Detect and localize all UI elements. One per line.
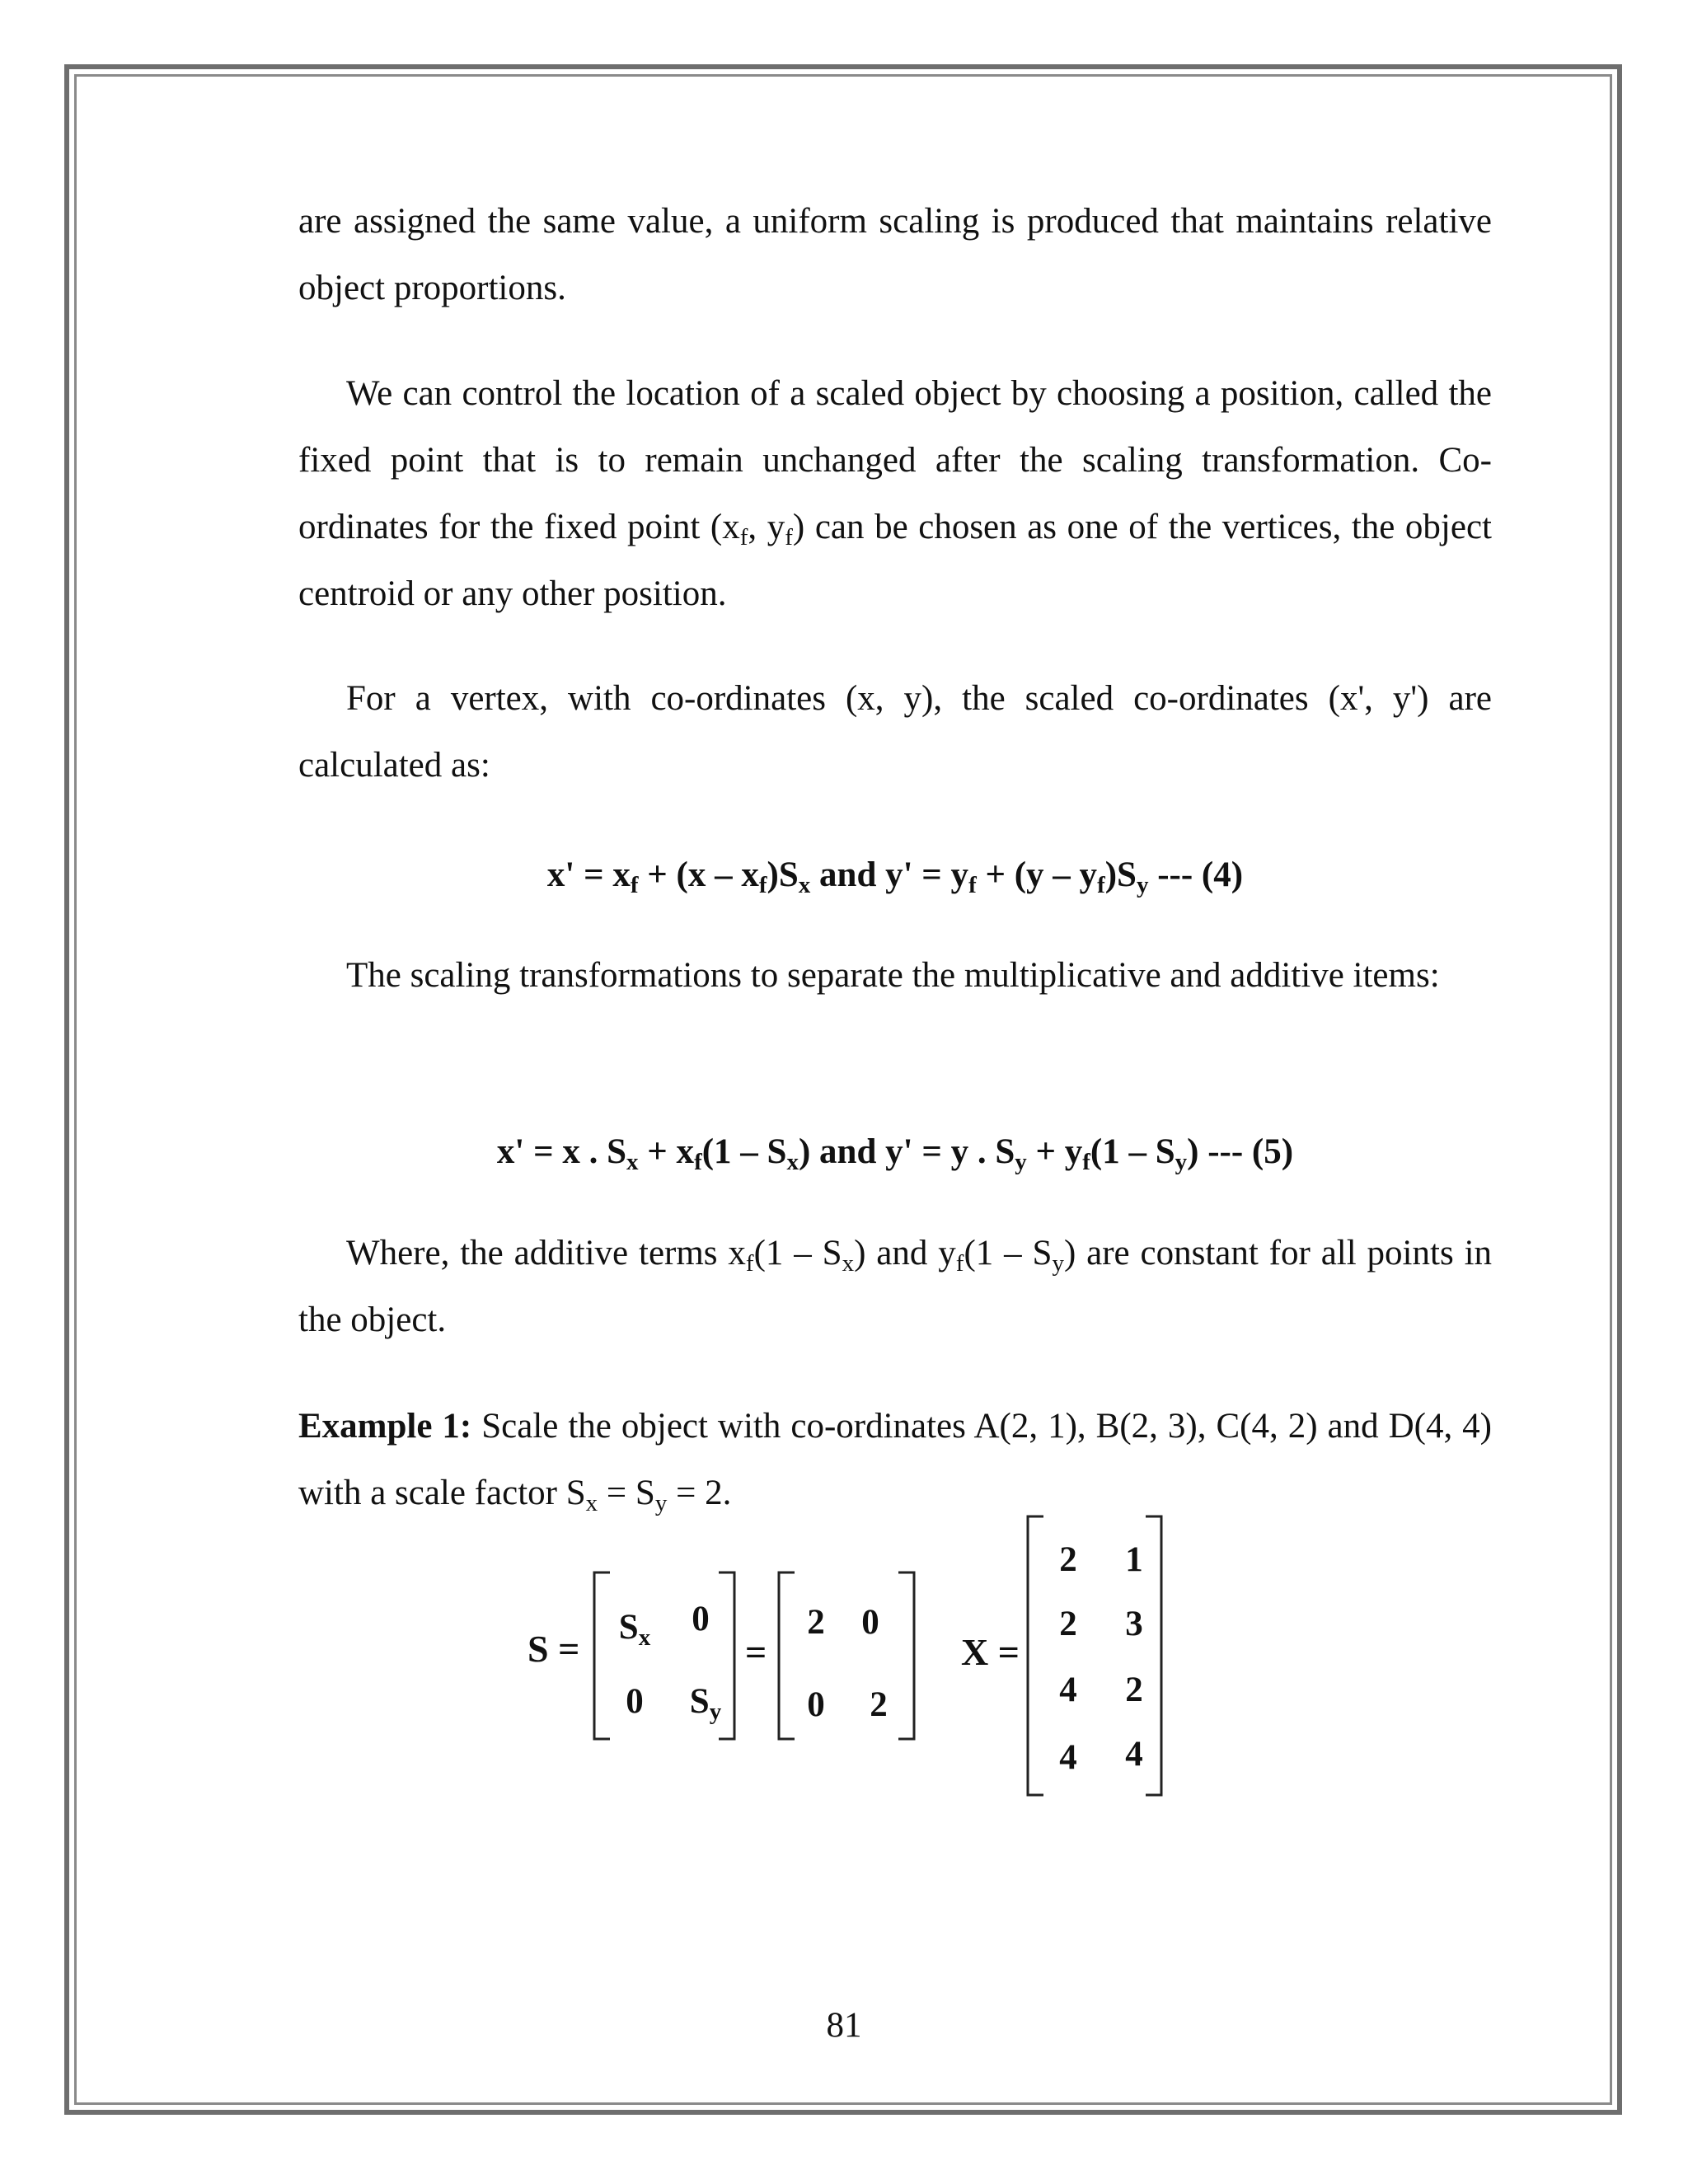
paragraph-separate-terms: The scaling transformations to separate the multiplicative and additive items: [346, 956, 1440, 995]
example-label: Example 1: [298, 1407, 472, 1446]
matrix-s-cell: 0 [692, 1600, 710, 1638]
matrix-x-cell: 2 [1059, 1605, 1077, 1643]
matrix-num-cell: 0 [807, 1685, 825, 1724]
matrix-x-cell: 3 [1125, 1605, 1143, 1643]
matrix-s-cell-sx: $S_x$ [618, 1608, 651, 1651]
paragraph-fixed-point: We can control the location of a scaled object by choosing a position, called the fixed point that is to remain unchanged after the scaling transformation. Co-ordinates for the fixed point ($x_f$, $y_f$) can be chosen as one of the vertices, the object centroid or any other position. [298, 374, 1492, 613]
paragraph-vertex: For a vertex, with co-ordinates (x, y), the scaled co-ordinates (x', y') are calculated as: [298, 679, 1492, 785]
matrix-s-cell: 0 [626, 1682, 644, 1721]
matrix-x-left-bracket [1025, 1515, 1045, 1797]
matrix-num-cell: 2 [807, 1603, 825, 1642]
matrix-x-label: X = [961, 1631, 1020, 1673]
page-number: 81 [826, 2006, 862, 2045]
paragraph-uniform-scaling: are assigned the same value, a uniform scaling is produced that maintains relative object proportions. [298, 202, 1492, 307]
equation-4: $x' = x_f + (x - x_f)S_x$ and $y' = y_f + (y - y_f)S_y$ --- (4) [546, 855, 1244, 898]
matrix-x-cell: 2 [1059, 1540, 1077, 1579]
matrix-s-label: S = [528, 1628, 580, 1670]
matrix-equals-sign: = [745, 1631, 767, 1673]
matrix-s-cell-sy: $S_y$ [689, 1682, 722, 1725]
equation-5: x' = x . $S_x + x_f(1 - S_x)$ and y' = y . $S_y + y_f(1 - S_y)$ --- (5) [496, 1132, 1294, 1175]
matrix-num-cell: 0 [861, 1603, 879, 1642]
matrix-x-cell: 2 [1125, 1671, 1143, 1709]
matrix-num-cell: 2 [870, 1685, 888, 1724]
paragraph-additive-terms: Where, the additive terms $x_f(1 - S_x)$ and $y_f(1 - S_y)$ are constant for all points in the object. [298, 1234, 1493, 1339]
matrix-x-cell: 4 [1059, 1738, 1077, 1777]
matrix-s-left-bracket [592, 1571, 612, 1741]
matrix-x-cell: 4 [1059, 1671, 1077, 1709]
matrix-x-cell: 4 [1125, 1735, 1143, 1774]
matrix-x-cell: 1 [1125, 1540, 1143, 1579]
paragraph-example-1: Example 1: Scale the object with co-ordinates A(2, 1), B(2, 3), C(4, 2) and D(4, 4) with a scale factor $S_x = S_y = 2$. [298, 1407, 1492, 1516]
